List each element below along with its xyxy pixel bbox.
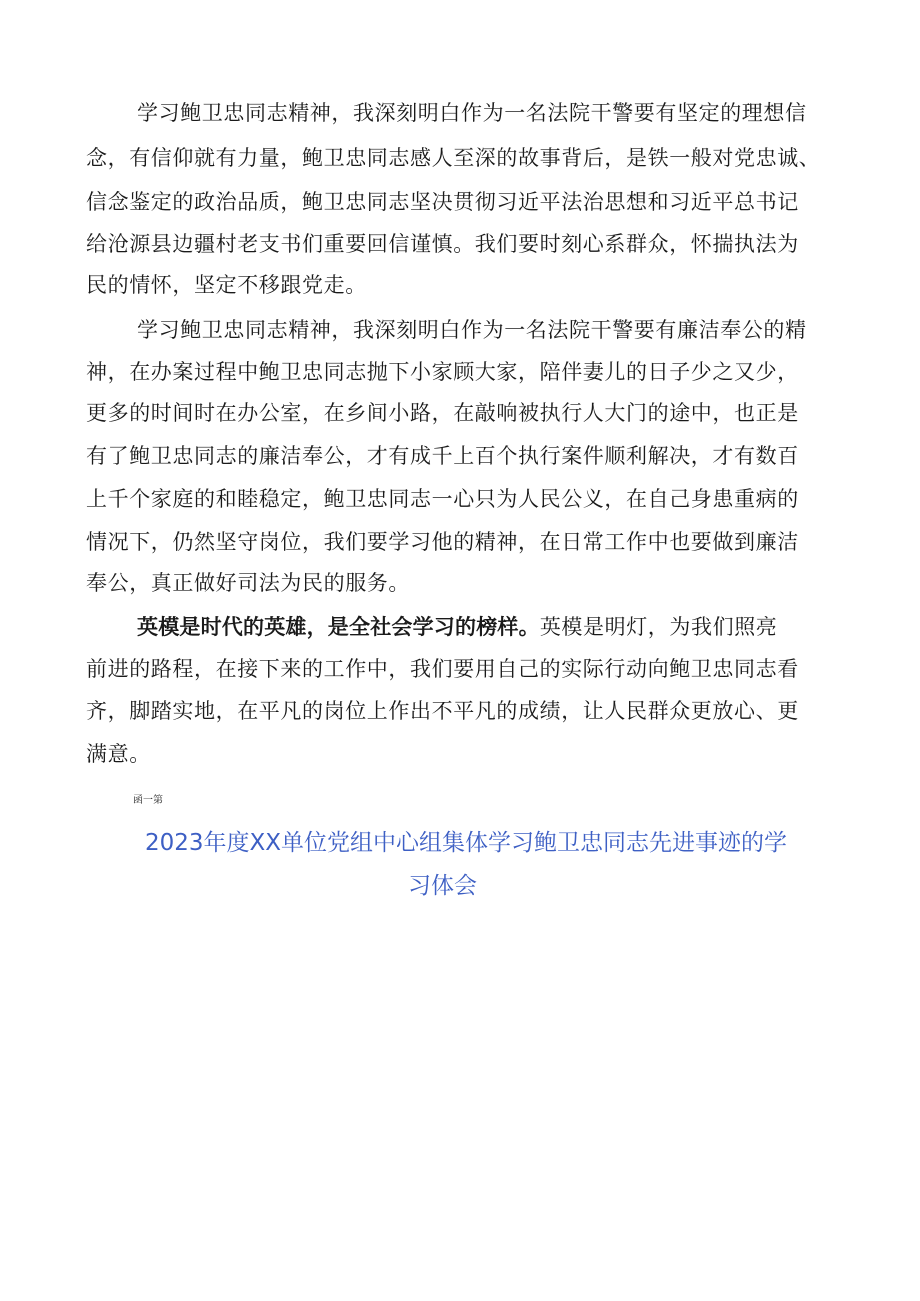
next-document-title-line-1: 2023年度XX单位党组中心组集体学习鲍卫忠同志先进事迹的学 [145,830,788,856]
paragraph-1-line-5: 民的情怀，坚定不移跟党走。 [86,273,367,297]
paragraph-2-line-4: 有了鲍卫忠同志的廉洁奉公，才有成千上百个执行案件顺利解决，才有数百 [86,444,799,468]
paragraph-2-line-6: 情况下，仍然坚守岗位，我们要学习他的精神，在日常工作中也要做到廉洁 [86,530,799,554]
next-document-title-line-2: 习体会 [408,873,477,899]
paragraph-1-line-2: 念，有信仰就有力量，鲍卫忠同志感人至深的故事背后，是铁一般对党忠诚、 [86,146,821,170]
paragraph-1-line-4: 给沧源县边疆村老支书们重要回信谨慎。我们要时刻心系群众，怀揣执法为 [86,232,799,256]
paragraph-3-bold-lead: 英模是时代的英雄，是全社会学习的榜样。 [137,615,540,639]
paragraph-3-lead-rest: 英模是明灯，为我们照亮 [539,615,778,639]
paragraph-1-line-3: 信念鉴定的政治品质，鲍卫忠同志坚决贯彻习近平法治思想和习近平总书记 [86,190,799,214]
paragraph-3-line-3: 齐，脚踏实地，在平凡的岗位上作出不平凡的成绩，让人民群众更放心、更 [86,699,799,723]
paragraph-2-line-7: 奉公，真正做好司法为民的服务。 [86,571,410,595]
paragraph-2-line-5: 上千个家庭的和睦稳定，鲍卫忠同志一心只为人民公义，在自己身患重病的 [86,487,799,511]
paragraph-1-line-1: 学习鲍卫忠同志精神，我深刻明白作为一名法院干警要有坚定的理想信 [137,101,807,125]
paragraph-3-line-4: 满意。 [86,742,151,766]
paragraph-2-line-3: 更多的时间时在办公室，在乡间小路，在敲响被执行人大门的途中，也正是 [86,401,799,425]
paragraph-2-line-1: 学习鲍卫忠同志精神，我深刻明白作为一名法院干警要有廉洁奉公的精 [137,318,807,342]
paragraph-3-line-2: 前进的路程，在接下来的工作中，我们要用自己的实际行动向鲍卫忠同志看 [86,657,799,681]
paragraph-3-line-1 [137,612,777,642]
section-number-label: 函一第 [133,795,163,806]
paragraph-2-line-2: 神，在办案过程中鲍卫忠同志抛下小家顾大家，陪伴妻儿的日子少之又少， [86,360,799,384]
